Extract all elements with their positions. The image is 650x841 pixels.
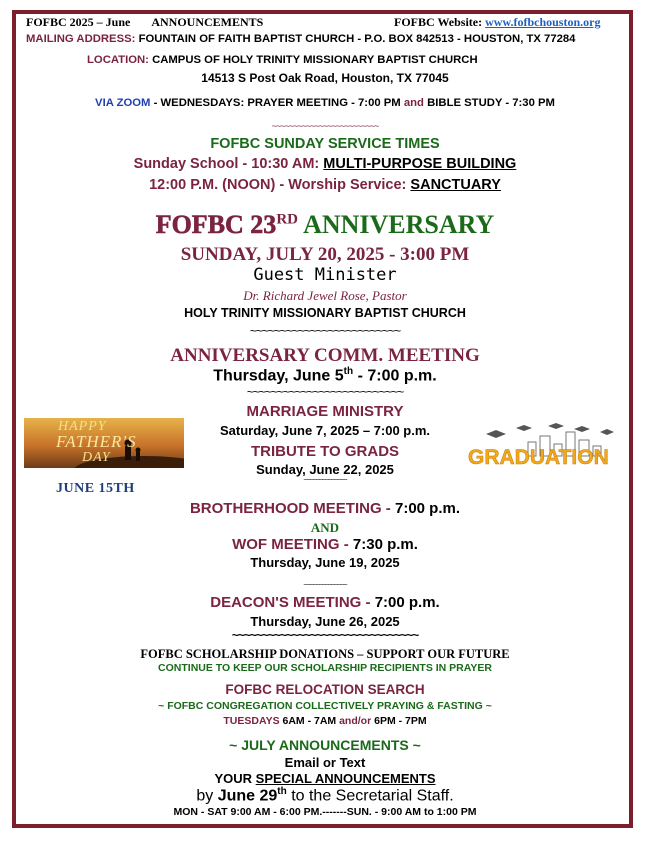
fathers-day-line2: FATHER'S: [56, 432, 137, 451]
scholarship-subtitle: CONTINUE TO KEEP OUR SCHOLARSHIP RECIPIENTS IN PRAYER: [158, 662, 492, 674]
brotherhood-time: 7:00 p.m.: [394, 500, 461, 517]
mailing-address: [26, 33, 575, 45]
service-divider: ~~~~~~~~~~~~~~~~~~~~~~~~~: [271, 121, 379, 131]
brotherhood-and: AND: [310, 520, 340, 535]
guest-minister-name: Dr. Richard Jewel Rose, Pastor: [243, 288, 407, 303]
relocation-tuesdays: TUESDAYS: [223, 715, 280, 727]
relocation-times: [0, 715, 650, 727]
office-hours: MON - SAT 9:00 AM - 6:00 PM.-------SUN. - 9:00 AM to 1:00 PM: [173, 806, 477, 818]
deacons-divider: ~~~~~~~~~~~~~~~~~~~~~~~~~~~~~~~: [231, 628, 419, 642]
location: [87, 54, 478, 66]
website-link[interactable]: www.fofbchouston.org: [485, 15, 601, 29]
anniversary-title: [0, 210, 650, 240]
deacons-title: DEACON'S MEETING -: [210, 594, 371, 611]
header-announcements: ANNOUNCEMENTS: [151, 15, 264, 29]
scholarship-title: FOFBC SCHOLARSHIP DONATIONS – SUPPORT OUR FUTURE: [140, 647, 510, 661]
deacons-time: 7:00 p.m.: [374, 594, 440, 611]
worship-line: [0, 177, 650, 193]
july-line2: [0, 771, 650, 786]
sunday-school-line: [0, 156, 650, 172]
zoom-bible-study: BIBLE STUDY - 7:30 PM: [427, 97, 555, 109]
marriage-title: MARRIAGE MINISTRY: [246, 403, 404, 420]
website-label: FOFBC Website:: [394, 15, 483, 29]
relocation-and-or: and/or: [339, 715, 372, 727]
relocation-times-2: 6PM - 7PM: [374, 715, 427, 727]
july-line3-date: June 29: [217, 787, 278, 805]
brotherhood-divider: ~~~~~~~~~~~~~~: [303, 582, 347, 589]
fathers-day-date: JUNE 15TH: [56, 481, 135, 496]
mailing-label: MAILING ADDRESS:: [26, 33, 136, 45]
july-line3-a: by: [196, 787, 214, 805]
relocation-subtitle: ~ FOFBC CONGREGATION COLLECTIVELY PRAYING & FASTING ~: [158, 700, 492, 712]
relocation-times-1: 6AM - 7AM: [282, 715, 337, 727]
guest-church: HOLY TRINITY MISSIONARY BAPTIST CHURCH: [184, 306, 466, 320]
service-times-title: FOFBC SUNDAY SERVICE TIMES: [210, 136, 440, 152]
graduation-image: [466, 420, 618, 470]
location-text: CAMPUS OF HOLY TRINITY MISSIONARY BAPTIST CHURCH: [152, 54, 478, 66]
brotherhood-date: Thursday, June 19, 2025: [250, 555, 400, 570]
anniversary-divider: ~~~~~~~~~~~~~~~~~~~~~~~~~: [249, 324, 401, 338]
deacons-date: Thursday, June 26, 2025: [250, 614, 400, 629]
deacons-line: [0, 594, 650, 611]
fathers-day-line3: DAY: [82, 450, 111, 465]
july-line3: [0, 786, 650, 805]
july-title: ~ JULY ANNOUNCEMENTS ~: [229, 737, 421, 753]
zoom-and: and: [403, 97, 424, 109]
july-line3-b: to the Secretarial Staff.: [291, 787, 454, 805]
comm-date-sup: th: [343, 366, 354, 377]
july-line2-b: SPECIAL ANNOUNCEMENTS: [255, 771, 436, 786]
location-address: 14513 S Post Oak Road, Houston, TX 77045: [201, 71, 449, 85]
comm-date-b: - 7:00 p.m.: [357, 367, 437, 385]
wof-line: [0, 536, 650, 553]
header-left: [26, 15, 263, 30]
comm-meeting-date: [0, 366, 650, 385]
worship-place: SANCTUARY: [410, 177, 501, 193]
comm-meeting-title: ANNIVERSARY COMM. MEETING: [170, 345, 480, 366]
fathers-day-line1: HAPPY: [58, 419, 107, 434]
comm-divider: ~~~~~~~~~~~~~~~~~~~~~~~~~~: [246, 385, 404, 399]
marriage-date: Saturday, June 7, 2025 – 7:00 p.m.: [219, 423, 431, 438]
anniversary-title-b: ANNIVERSARY: [303, 210, 495, 239]
sunday-school-label: Sunday School - 10:30 AM:: [133, 156, 320, 172]
july-line2-a: YOUR: [214, 771, 253, 786]
tribute-title: TRIBUTE TO GRADS: [250, 443, 400, 460]
relocation-title: FOFBC RELOCATION SEARCH: [225, 682, 425, 697]
anniversary-date: SUNDAY, JULY 20, 2025 - 3:00 PM: [180, 244, 470, 265]
anniversary-title-sup: RD: [276, 211, 298, 228]
brotherhood-title: BROTHERHOOD MEETING -: [189, 500, 391, 517]
mailing-text: FOUNTAIN OF FAITH BAPTIST CHURCH - P.O. BOX 842513 - HOUSTON, TX 77284: [138, 33, 576, 45]
zoom-label: VIA ZOOM: [95, 97, 151, 109]
header-month: FOFBC 2025 – June: [26, 15, 131, 29]
location-label: LOCATION:: [87, 54, 149, 66]
worship-label: 12:00 P.M. (NOON) - Worship Service:: [149, 177, 407, 193]
anniversary-title-a: FOFBC 23: [155, 210, 277, 239]
brotherhood-line: [0, 500, 650, 517]
sunday-school-place: MULTI-PURPOSE BUILDING: [323, 156, 517, 172]
graduation-text: GRADUATION: [468, 446, 609, 469]
guest-minister-label: Guest Minister: [253, 265, 397, 285]
comm-date-a: Thursday, June 5: [213, 367, 344, 385]
july-line3-sup: th: [277, 786, 287, 797]
tribute-divider: ~~~~~~~~~~~~~~: [303, 477, 347, 484]
july-line1: Email or Text: [284, 755, 366, 770]
wof-title: WOF MEETING -: [232, 536, 349, 553]
header-website: [394, 15, 600, 30]
zoom-line: [0, 97, 650, 109]
tribute-date: Sunday, June 22, 2025: [256, 462, 394, 477]
zoom-prayer: - WEDNESDAYS: PRAYER MEETING - 7:00 PM: [153, 97, 401, 109]
wof-time: 7:30 p.m.: [352, 536, 418, 553]
